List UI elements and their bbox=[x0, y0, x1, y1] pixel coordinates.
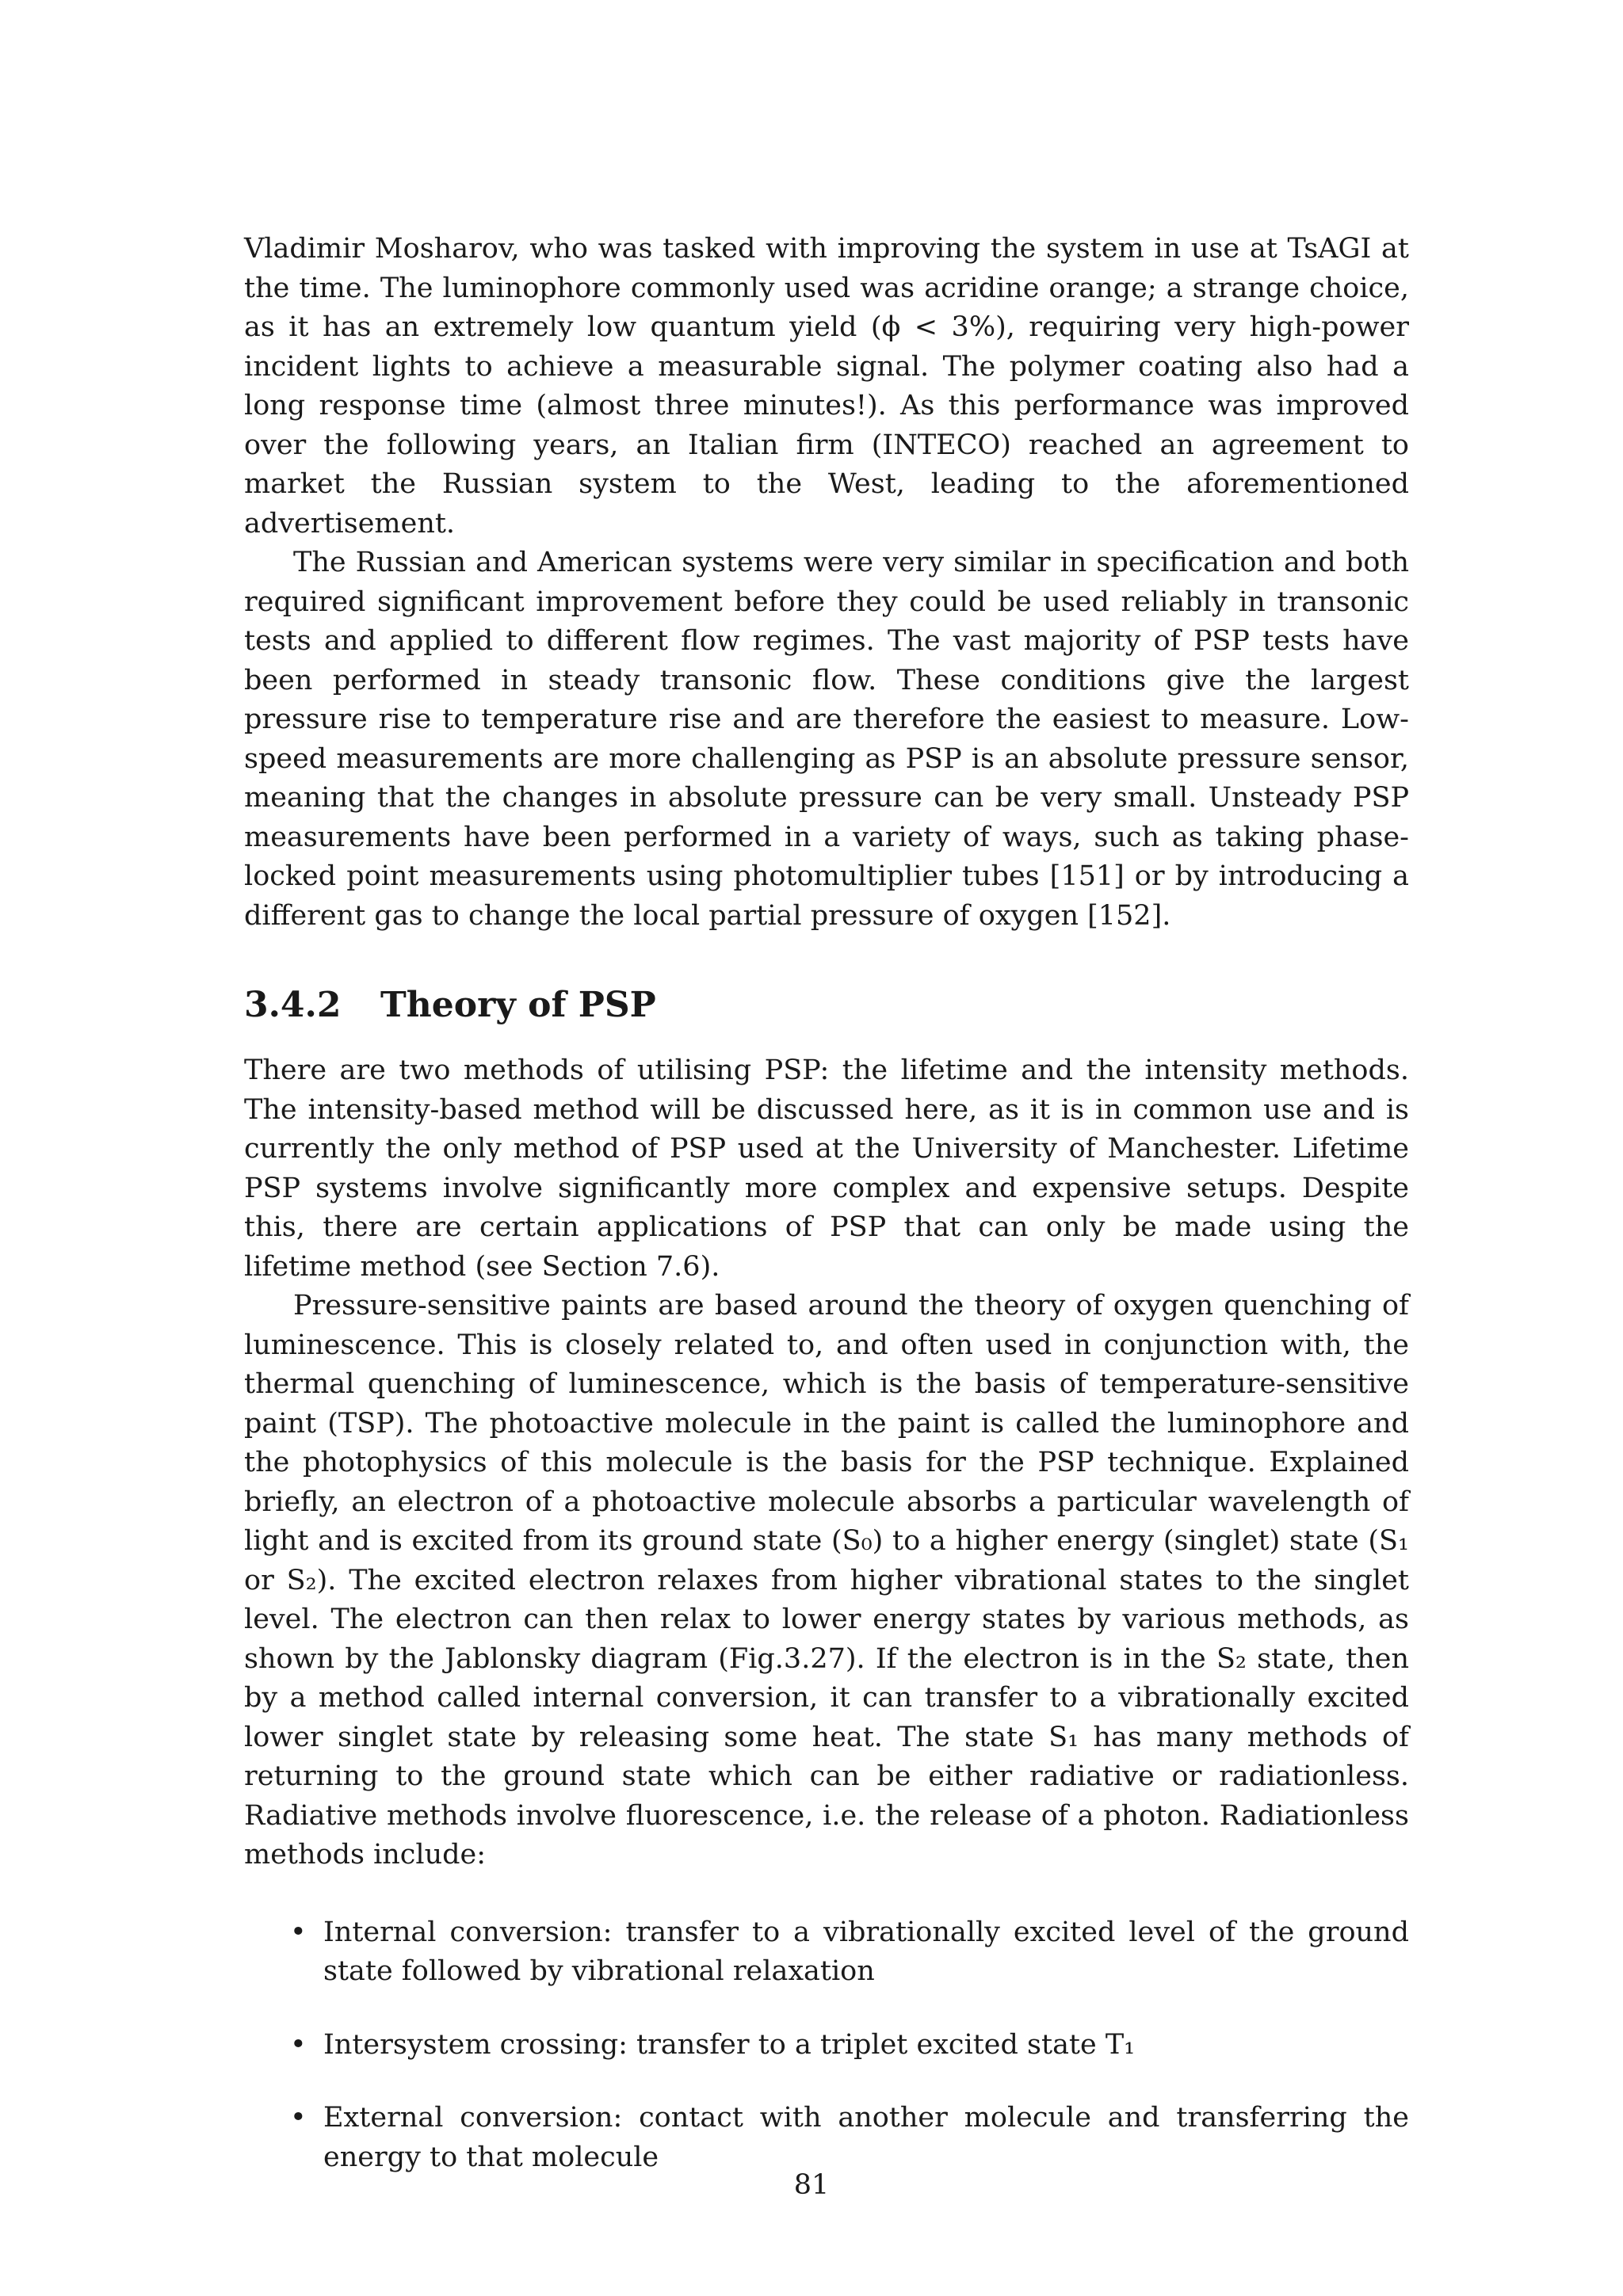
page-body bbox=[244, 230, 1409, 2211]
section-title: Theory of PSP bbox=[380, 985, 656, 1025]
bullet-marker: • bbox=[290, 1916, 307, 1948]
list-item-text: Internal conversion: transfer to a vibrationally excited level of the ground state followed by vibrational relaxation bbox=[323, 1916, 1409, 1987]
page-number: 81 bbox=[793, 2169, 830, 2201]
bullet-marker: • bbox=[290, 2028, 307, 2061]
section-number: 3.4.2 bbox=[244, 985, 342, 1025]
bullet-list bbox=[244, 1913, 1409, 2178]
list-item bbox=[244, 2026, 1409, 2065]
list-item-text: Intersystem crossing: transfer to a triplet excited state T₁ bbox=[323, 2028, 1136, 2061]
paragraph: Pressure-sensitive paints are based around the theory of oxygen quenching of luminescence. This is closely related to, and often used in conjunction with, the thermal quenching of luminescence, which is the basis of temperature-sensitive paint (TSP). The photoactive molecule in the paint is called the luminophore and the photophysics of this molecule is the basis for the PSP technique. Explained briefly, an electron of a photoactive molecule absorbs a particular wavelength of light and is excited from its ground state (S₀) to a higher energy (singlet) state (S₁ or S₂). The excited electron relaxes from higher vibrational states to the singlet level. The electron can then relax to lower energy states by various methods, as shown by the Jablonsky diagram (Fig.3.27). If the electron is in the S₂ state, then by a method called internal conversion, it can transfer to a vibrationally excited lower singlet state by releasing some heat. The state S₁ has many methods of returning to the ground state which can be either radiative or radiationless. Radiative methods involve fluorescence, i.e. the release of a photon. Radiationless methods include: bbox=[244, 1290, 1409, 1871]
section-heading bbox=[244, 982, 1409, 1029]
paragraph: Vladimir Mosharov, who was tasked with improving the system in use at TsAGI at the time. The luminophore commonly used was acridine orange; a strange choice, as it has an extremely low quantum yield (ϕ < 3%), requiring very high-power incident lights to achieve a measurable signal. The polymer coating also had a long response time (almost three minutes!). As this performance was improved over the following years, an Italian firm (INTECO) reached an agreement to market the Russian system to the West, leading to the aforementioned advertisement. bbox=[244, 233, 1409, 540]
list-item-text: External conversion: contact with another molecule and transferring the energy to that molecule bbox=[323, 2102, 1409, 2173]
paragraph: The Russian and American systems were very similar in specification and both required significant improvement before they could be used reliably in transonic tests and applied to different flow regimes. The vast majority of PSP tests have been performed in steady transonic flow. These conditions give the largest pressure rise to temperature rise and are therefore the easiest to measure. Low-speed measurements are more challenging as PSP is an absolute pressure sensor, meaning that the changes in absolute pressure can be very small. Unsteady PSP measurements have been performed in a variety of ways, such as taking phase-locked point measurements using photomultiplier tubes [151] or by introducing a different gas to change the local partial pressure of oxygen [152]. bbox=[244, 547, 1409, 932]
list-item bbox=[244, 1913, 1409, 1992]
list-item bbox=[244, 2099, 1409, 2177]
bullet-marker: • bbox=[290, 2102, 307, 2134]
paragraph: There are two methods of utilising PSP: the lifetime and the intensity methods. The intensity-based method will be discussed here, as it is in common use and is currently the only method of PSP used at the University of Manchester. Lifetime PSP systems involve significantly more complex and expensive setups. Despite this, there are certain applications of PSP that can only be made using the lifetime method (see Section 7.6). bbox=[244, 1055, 1409, 1283]
